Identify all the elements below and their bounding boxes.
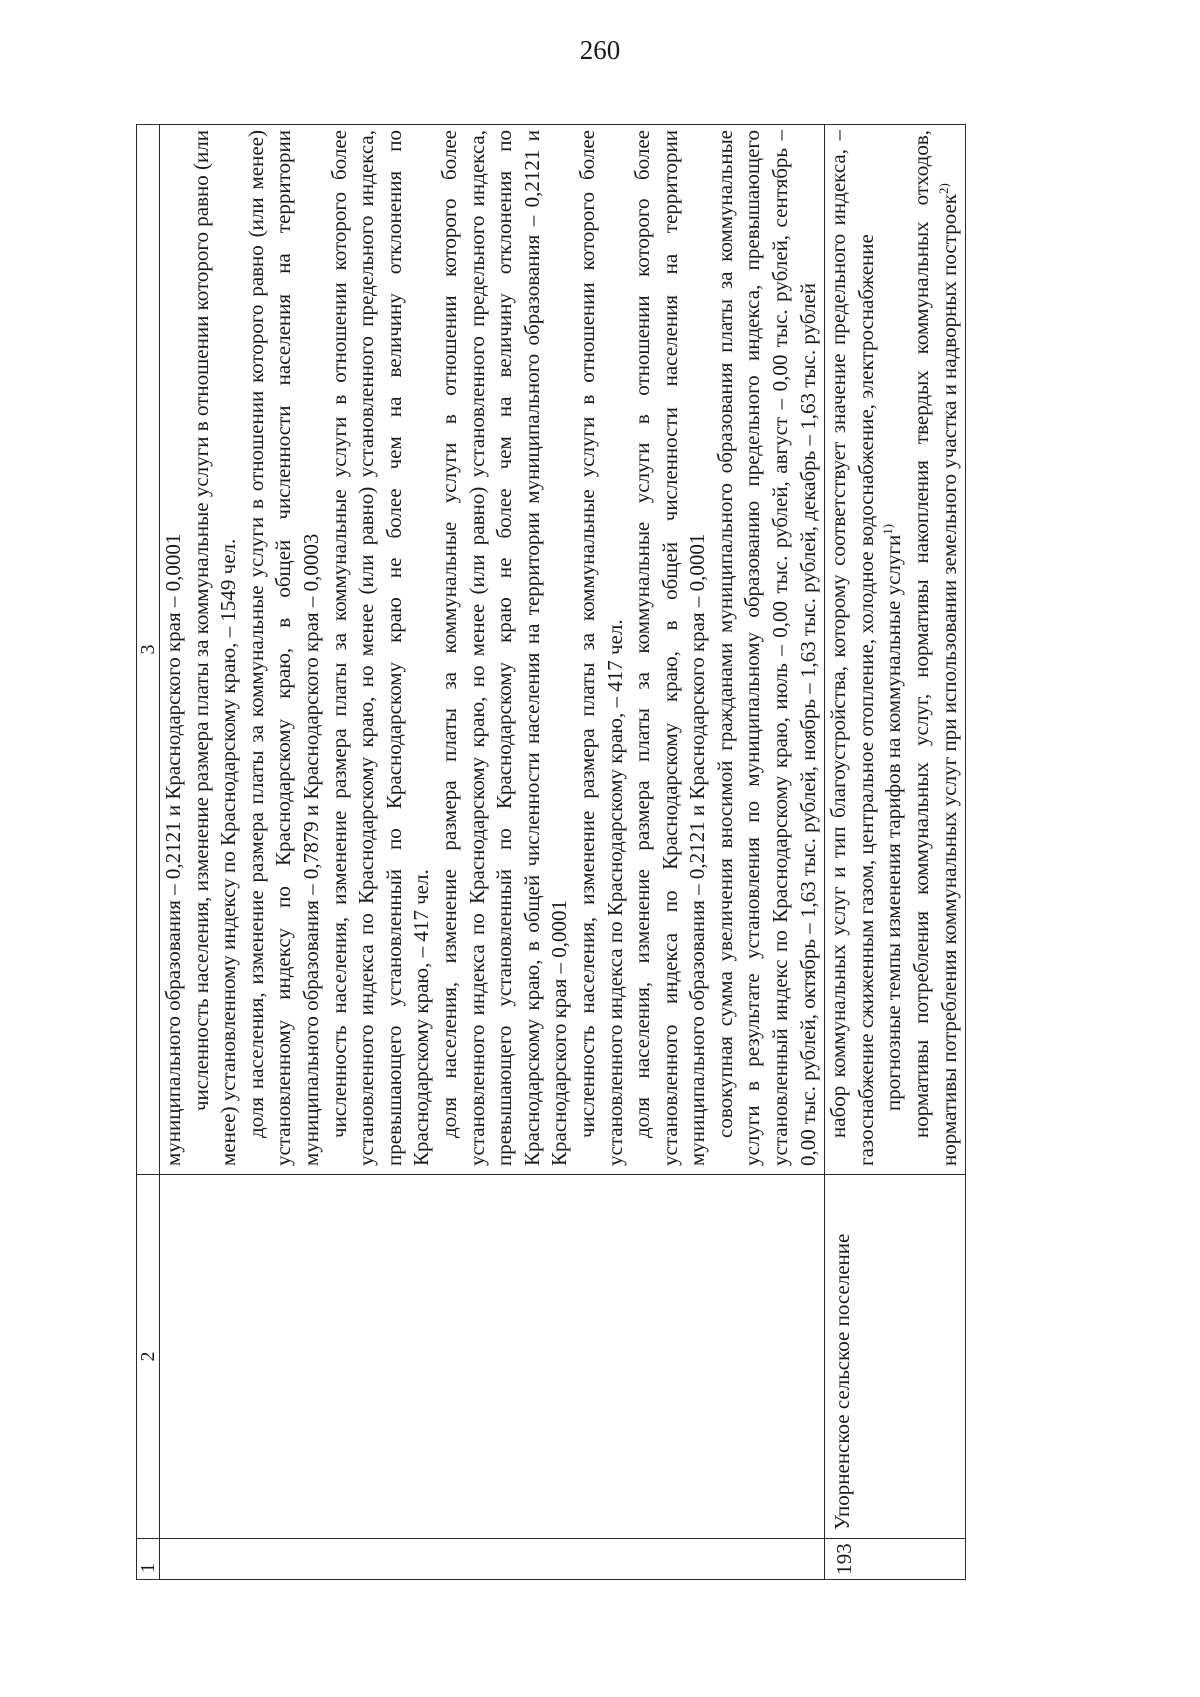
- norms-text: нормативы потребления коммунальных услуг, нормативы накопления твердых коммунальных отходов, нормативы потребления коммунальных услуг при использовании земельного участка и надворных построек: [909, 130, 961, 1166]
- rotated-table-wrapper: [136, 125, 1084, 1580]
- page-number: 260: [579, 35, 621, 65]
- table-row-193: [825, 125, 966, 1580]
- forecast-text: прогнозные темпы изменения тарифов на коммунальные услуги: [881, 534, 906, 1111]
- indicator-paragraph: доля населения, изменение размера платы за коммунальные услуги в отношении которого более установленного индекса по Краснодарскому краю, в общей численности населения на территории муниципального образования – 0,2121 и Краснодарского края – 0,0001: [630, 130, 710, 1166]
- indicator-paragraph: доля населения, изменение размера платы за коммунальные услуги в отношении которого более установленного индекса по Краснодарскому краю, но менее (или равно) установленного предельного индекса, превышающего установленный по Краснодарскому краю не более чем на величину отклонения по Краснодарскому краю, в общей численности населения на территории муниципального образования – 0,2121 и Краснодарского края – 0,0001: [436, 130, 572, 1166]
- indicator-paragraph: муниципального образования – 0,2121 и Краснодарского края – 0,0001: [161, 533, 185, 1166]
- data-table: [136, 124, 966, 1580]
- forecast-paragraph: [880, 130, 908, 1166]
- cell-settlement-empty: [160, 1175, 825, 1539]
- table-header-row: [137, 125, 160, 1580]
- indicator-paragraph: совокупная сумма увеличения вносимой гражданами муниципального образования платы за коммунальные услуги в результате установления по муниципальному образованию предельного индекса, превышающего установленный индекс по Краснодарскому краю, июль – 0,00 тыс. рублей, август – 0,00 тыс. рублей, сентябрь – 0,00 тыс. рублей, октябрь – 1,63 тыс. рублей, ноябрь – 1,63 тыс. рублей, декабрь – 1,63 тыс. рублей: [712, 130, 820, 1166]
- indicator-paragraph: численность населения, изменение размера платы за коммунальные услуги в отношении которого более установленного индекса по Краснодарскому краю, – 417 чел.: [574, 130, 627, 1166]
- footnote-mark: 1): [880, 523, 896, 535]
- header-col-2: 2: [137, 1175, 160, 1539]
- header-col-3: 3: [137, 125, 160, 1175]
- indicator-paragraph: доля населения, изменение размера платы за коммунальные услуги в отношении которого равно (или менее) установленному индексу по Краснодарскому краю, в общей численности населения на территории муниципального образования – 0,7879 и Краснодарского края – 0,0003: [243, 130, 323, 1166]
- cell-indicators-193: [825, 125, 966, 1175]
- cell-number-empty: [160, 1539, 825, 1580]
- services-paragraph: набор коммунальных услуг и тип благоустройства, которому соответствует значение предельного индекса, – газоснабжение сжиженным газом, центральное отопление, холодное водоснабжение, электроснабжение: [826, 130, 878, 1166]
- footnote-mark: 2): [935, 183, 951, 195]
- header-col-1: 1: [137, 1539, 160, 1580]
- table-frame: [136, 125, 1084, 1580]
- table-row-continued: [160, 125, 825, 1580]
- indicator-paragraph: численность населения, изменение размера платы за коммунальные услуги в отношении которого более установленного индекса по Краснодарскому краю, но менее (или равно) установленного предельного индекса, превышающего установленный по Краснодарскому краю не более чем на величину отклонения по Краснодарскому краю, – 417 чел.: [326, 130, 434, 1166]
- cell-indicators: [160, 125, 825, 1175]
- norms-paragraph: [908, 130, 963, 1166]
- settlement-name: Упорненское сельское поселение: [825, 1175, 966, 1539]
- indicator-paragraph: численность населения, изменение размера платы за коммунальные услуги в отношении которого равно (или менее) установленному индексу по Краснодарскому краю, – 1549 чел.: [188, 130, 241, 1166]
- row-number: 193: [825, 1539, 966, 1580]
